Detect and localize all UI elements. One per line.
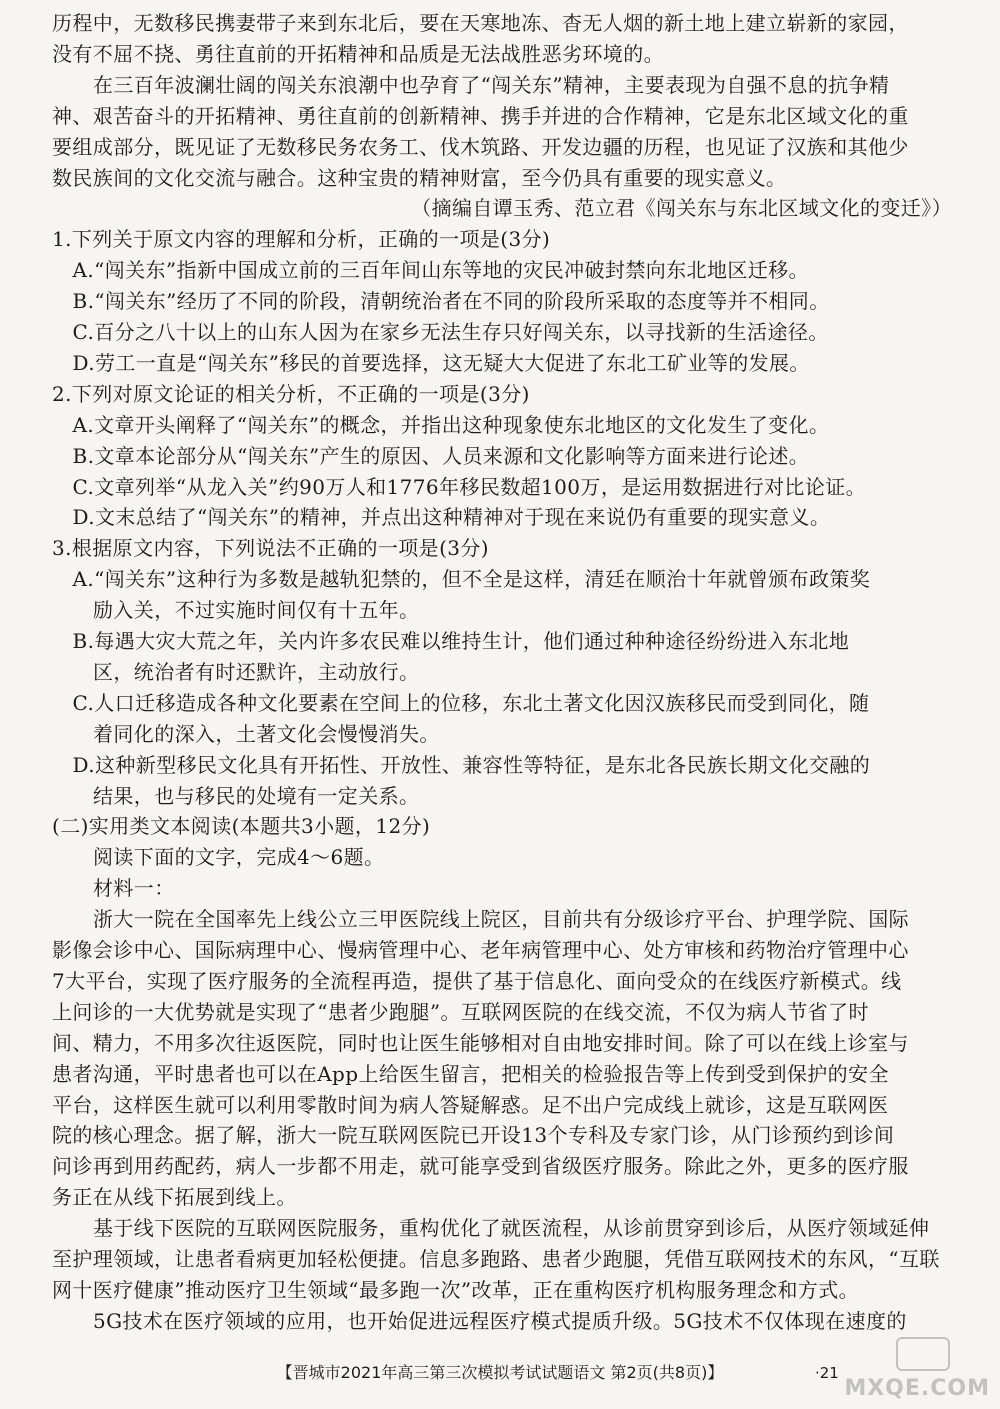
text-line: 区，统治者有时还默许，主动放行。 <box>93 659 420 684</box>
text-line: 在三百年波澜壮阔的闯关东浪潮中也孕育了“闯关东”精神，主要表现为自强不息的抗争精 <box>93 72 890 97</box>
watermark-text: MXQE.COM <box>844 1376 990 1401</box>
text-line: 神、艰苦奋斗的开拓精神、勇往直前的创新精神、携手并进的合作精神，它是东北区域文化的重 <box>52 103 909 128</box>
text-line: C.文章列举“从龙入关”约90万人和1776年移民数超100万，是运用数据进行对比论证。 <box>72 474 867 499</box>
text-line: 平台，这样医生就可以利用零散时间为病人答疑解惑。足不出户完成线上就诊，这是互联网医 <box>52 1092 889 1117</box>
text-line: D.这种新型移民文化具有开拓性、开放性、兼容性等特征，是东北各民族长期文化交融的 <box>72 752 871 777</box>
text-line: 励入关，不过实施时间仅有十五年。 <box>93 598 420 623</box>
text-line: 材料一： <box>93 876 175 901</box>
text-line: 网十医疗健康”推动医疗卫生领域“最多跑一次”改革，正在重构医疗机构服务理念和方式。 <box>52 1277 860 1302</box>
text-line: D.劳工一直是“闯关东”移民的首要选择，这无疑大大促进了东北工矿业等的发展。 <box>72 350 810 375</box>
text-line: 没有不屈不挠、勇往直前的开拓精神和品质是无法战胜恶劣环境的。 <box>52 41 664 66</box>
text-line: （摘编自谭玉秀、范立君《闯关东与东北区域文化的变迁》） <box>411 196 952 221</box>
text-line: 5G技术在医疗领域的应用，也开始促进远程医疗模式提质升级。5G技术不仅体现在速度的 <box>93 1308 907 1333</box>
text-line: 3.根据原文内容，下列说法不正确的一项是(3分) <box>52 536 490 561</box>
watermark-logo-icon <box>896 1337 950 1371</box>
text-line: 着同化的深入，土著文化会慢慢消失。 <box>93 721 440 746</box>
text-line: A.文章开头阐释了“闯关东”的概念，并指出这种现象使东北地区的文化发生了变化。 <box>72 412 830 437</box>
text-line: 7大平台，实现了医疗服务的全流程再造，提供了基于信息化、面向受众的在线医疗新模式。线 <box>52 968 902 993</box>
text-line: 阅读下面的文字，完成4～6题。 <box>93 845 385 870</box>
text-line: 数民族间的文化交流与融合。这种宝贵的精神财富，至今仍具有重要的现实意义。 <box>52 165 787 190</box>
text-line: C.人口迁移造成各种文化要素在空间上的位移，东北土著文化因汉族移民而受到同化，随 <box>72 690 870 715</box>
text-line: B.每遇大灾大荒之年，关内许多农民难以维持生计，他们通过种种途径纷纷进入东北地 <box>72 629 850 653</box>
text-line: 历程中，无数移民携妻带子来到东北后，要在天寒地冻、杳无人烟的新土地上建立崭新的家园， <box>52 11 909 35</box>
text-line: 要组成部分，既见证了无数移民务农务工、伐木筑路、开发边疆的历程，也见证了汉族和其他少 <box>52 134 909 159</box>
footer-page-code: ·21 <box>815 1364 839 1382</box>
text-line: 影像会诊中心、国际病理中心、慢病管理中心、老年病管理中心、处方审核和药物治疗管理中心 <box>52 938 909 962</box>
text-line: B.文章本论部分从“闯关东”产生的原因、人员来源和文化影响等方面来进行论述。 <box>72 443 810 468</box>
text-line: 结果，也与移民的处境有一定关系。 <box>93 783 420 808</box>
text-line: 至护理领域，让患者看病更加轻松便捷。信息多跑路、患者少跑腿，凭借互联网技术的东风，“互联 <box>52 1247 940 1271</box>
text-line: A.“闯关东”指新中国成立前的三百年间山东等地的灾民冲破封禁向东北地区迁移。 <box>72 258 809 283</box>
text-line: B.“闯关东”经历了不同的阶段，清朝统治者在不同的阶段所采取的态度等并不相同。 <box>72 289 830 314</box>
text-line: 间、精力，不用多次往返医院，同时也让医生能够相对自由地安排时间。除了可以在线上诊室与 <box>52 1030 909 1055</box>
text-line: 院的核心理念。据了解，浙大一院互联网医院已开设13个专科及专家门诊，从门诊预约到诊间 <box>52 1123 895 1148</box>
text-line: 上问诊的一大优势就是实现了“患者少跑腿”。互联网医院的在线交流，不仅为病人节省了时 <box>52 999 869 1024</box>
text-line: 1.下列关于原文内容的理解和分析，正确的一项是(3分) <box>52 227 551 252</box>
text-line: C.百分之八十以上的山东人因为在家乡无法生存只好闯关东，以寻找新的生活途径。 <box>72 320 829 344</box>
text-line: (二)实用类文本阅读(本题共3小题，12分) <box>52 814 431 839</box>
watermark <box>844 1337 990 1401</box>
text-line: A.“闯关东”这种行为多数是越轨犯禁的，但不全是这样，清廷在顺治十年就曾颁布政策奖 <box>72 567 871 592</box>
text-line: 问诊再到用药配药，病人一步都不用走，就可能享受到省级医疗服务。除此之外，更多的医疗服 <box>52 1154 909 1179</box>
text-line: 务正在从线下拓展到线上。 <box>52 1185 297 1210</box>
text-line: 基于线下医院的互联网医院服务，重构优化了就医流程，从诊前贯穿到诊后，从医疗领域延伸 <box>93 1216 930 1241</box>
text-line: D.文末总结了“闯关东”的精神，并点出这种精神对于现在来说仍有重要的现实意义。 <box>72 505 831 530</box>
text-line: 患者沟通，平时患者也可以在App上给医生留言，把相关的检验报告等上传到受到保护的安全 <box>52 1061 889 1086</box>
footer-title: 【晋城市2021年高三第三次模拟考试试题语文 第2页(共8页)】 <box>276 1363 724 1382</box>
text-line: 浙大一院在全国率先上线公立三甲医院线上院区，目前共有分级诊疗平台、护理学院、国际 <box>93 907 909 932</box>
text-line: 2.下列对原文论证的相关分析，不正确的一项是(3分) <box>52 381 530 406</box>
